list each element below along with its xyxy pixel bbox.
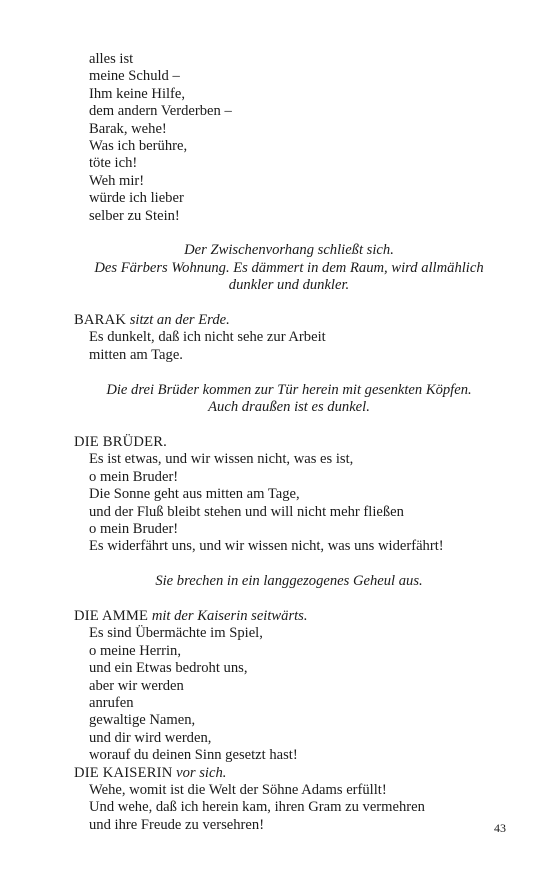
verse-line: o mein Bruder! (89, 468, 179, 485)
verse-line: Es sind Übermächte im Spiel, (89, 625, 263, 642)
stage-direction-2 (74, 382, 504, 417)
speech-barak (74, 312, 504, 364)
verse-line: Und wehe, daß ich herein kam, ihren Gram zu vermehren (89, 799, 425, 816)
stage-direction-line: Die drei Brüder kommen zur Tür herein mit gesenkten Köpfen. (106, 381, 472, 398)
verse-line: aber wir werden (89, 677, 184, 694)
verse-line: und dir wird werden, (89, 729, 212, 746)
stage-direction-line: Auch draußen ist es dunkel. (208, 399, 370, 416)
verse-line: Wehe, womit ist die Welt der Söhne Adams erfüllt! (89, 781, 387, 798)
verse-line: Es ist etwas, und wir wissen nicht, was es ist, (89, 451, 354, 468)
speaker-name: DIE KAISERIN (74, 764, 173, 781)
speaker-direction: sitzt an der Erde. (129, 312, 230, 329)
verse-line: meine Schuld – (89, 68, 180, 85)
stage-direction-line: dunkler und dunkler. (228, 277, 350, 294)
speaker-heading (74, 765, 504, 782)
verse-line: töte ich! (89, 155, 138, 172)
verse-line: gewaltige Namen, (89, 712, 196, 729)
stage-direction-1 (74, 242, 504, 294)
verse-line: anrufen (89, 694, 134, 711)
stage-direction-line: Sie brechen in ein langgezogenes Geheul aus. (155, 573, 423, 590)
verse-line: und ihre Freude zu versehren! (89, 816, 265, 833)
verse-line: dem andern Verderben – (89, 103, 232, 120)
speaker-direction: mit der Kaiserin seitwärts. (151, 607, 308, 624)
speaker-heading (74, 312, 504, 329)
verse-line: Weh mir! (89, 172, 145, 189)
page-text (74, 51, 504, 834)
verse-line: Die Sonne geht aus mitten am Tage, (89, 486, 300, 503)
stanza-1 (74, 51, 504, 225)
speech-amme (74, 608, 504, 765)
verse-line: Es dunkelt, daß ich nicht sehe zur Arbeit (89, 329, 326, 346)
stage-direction-line: Der Zwischenvorhang schließt sich. (184, 242, 394, 259)
verse-line: und der Fluß bleibt stehen und will nicht mehr fließen (89, 503, 404, 520)
page-number: 43 (494, 821, 506, 835)
verse-line: und ein Etwas bedroht uns, (89, 660, 248, 677)
speech-kaiserin (74, 765, 504, 835)
speaker-heading (74, 608, 504, 625)
stage-direction-line: Des Färbers Wohnung. Es dämmert in dem Raum, wird allmählich (94, 259, 484, 276)
verse-line: würde ich lieber (89, 190, 184, 207)
verse-line: Was ich berühre, (89, 138, 188, 155)
verse-line: worauf du deinen Sinn gesetzt hast! (89, 747, 298, 764)
speech-brueder (74, 434, 504, 556)
speaker-direction: vor sich. (176, 764, 227, 781)
verse-line: mitten am Tage. (89, 346, 183, 363)
verse-line: o meine Herrin, (89, 642, 181, 659)
stage-direction-3 (74, 573, 504, 590)
verse-line: alles ist (89, 51, 134, 67)
verse-line: Ihm keine Hilfe, (89, 85, 186, 102)
speaker-name: BARAK (74, 312, 127, 329)
speaker-name: DIE BRÜDER. (74, 433, 168, 450)
verse-line: selber zu Stein! (89, 207, 180, 224)
verse-line: o mein Bruder! (89, 520, 179, 537)
speaker-name: DIE AMME (74, 607, 149, 624)
verse-line: Es widerfährt uns, und wir wissen nicht, was uns widerfährt! (89, 538, 444, 555)
verse-line: Barak, wehe! (89, 120, 167, 137)
